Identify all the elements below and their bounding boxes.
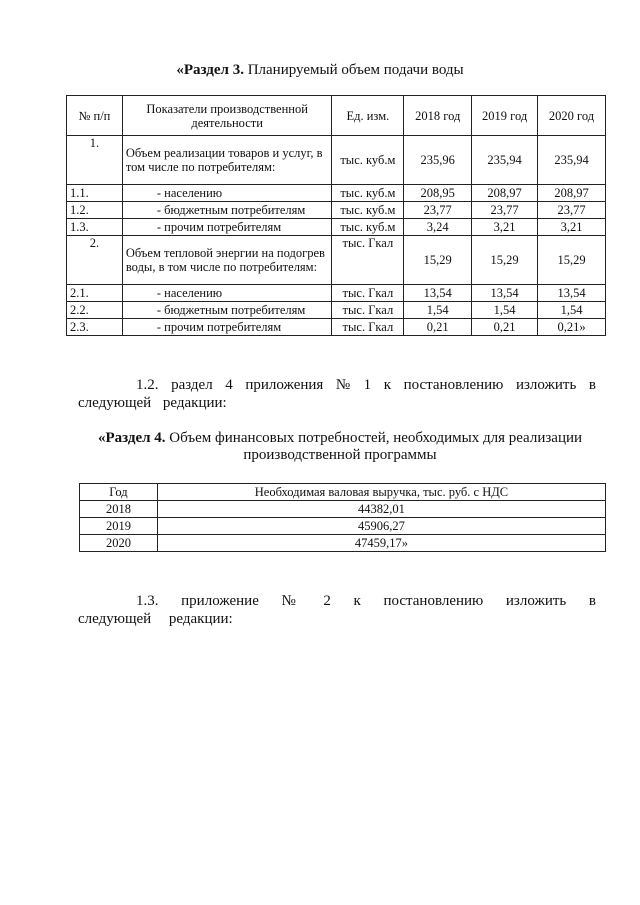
revenue-table — [79, 483, 606, 552]
table-row — [80, 501, 606, 518]
row-2020: 23,77 — [538, 202, 606, 219]
row-value: 45906,27 — [157, 518, 605, 535]
row-unit: тыс. Гкал — [332, 285, 404, 302]
table-row — [67, 185, 606, 202]
row-2020: 235,94 — [538, 136, 606, 185]
header-revenue: Необходимая валовая выручка, тыс. руб. с НДС — [157, 484, 605, 501]
table-row — [67, 136, 606, 185]
row-2019: 1,54 — [472, 302, 538, 319]
paragraph-1-2: 1.2. раздел 4 приложения № 1 к постановлению изложить в следующей редакции: — [78, 377, 596, 411]
section3-title-rest: Планируемый объем подачи воды — [243, 62, 464, 78]
header-indicator: Показатели производственной деятельности — [122, 96, 332, 136]
row-num: 2.3. — [67, 319, 123, 336]
paragraph-1-3: 1.3. приложение № 2 к постановлению изложить в следующей редакции: — [78, 593, 596, 627]
row-unit: тыс. Гкал — [332, 319, 404, 336]
section4-title-rest: Объем финансовых потребностей, необходимых для реализации производственной программы — [165, 430, 583, 463]
table-row — [67, 285, 606, 302]
row-2020: 208,97 — [538, 185, 606, 202]
header-2018: 2018 год — [404, 96, 472, 136]
row-year: 2018 — [80, 501, 158, 518]
row-name: - населению — [122, 285, 332, 302]
row-name: - прочим потребителям — [122, 219, 332, 236]
water-supply-table — [66, 95, 606, 336]
row-2018: 0,21 — [404, 319, 472, 336]
header-unit: Ед. изм. — [332, 96, 404, 136]
row-year: 2020 — [80, 535, 158, 552]
row-2019: 235,94 — [472, 136, 538, 185]
table-header-row — [80, 484, 606, 501]
row-name: - прочим потребителям — [122, 319, 332, 336]
row-unit: тыс. куб.м — [332, 136, 404, 185]
row-2018: 13,54 — [404, 285, 472, 302]
row-num: 1.1. — [67, 185, 123, 202]
row-value: 44382,01 — [157, 501, 605, 518]
section4-title-bold: «Раздел 4. — [97, 430, 166, 446]
table-row — [67, 219, 606, 236]
row-unit: тыс. куб.м — [332, 202, 404, 219]
row-num: 1.2. — [67, 202, 123, 219]
row-name: Объем тепловой энергии на подогрев воды, в том числе по потребителям: — [122, 236, 332, 285]
row-2020: 3,21 — [538, 219, 606, 236]
table-row — [80, 518, 606, 535]
table-row — [80, 535, 606, 552]
row-value: 47459,17» — [157, 535, 605, 552]
section3-title-bold: «Раздел 3. — [176, 62, 244, 78]
header-year: Год — [80, 484, 158, 501]
row-2018: 3,24 — [404, 219, 472, 236]
section4-title — [90, 430, 590, 464]
row-num: 2.1. — [67, 285, 123, 302]
row-unit: тыс. куб.м — [332, 185, 404, 202]
row-num: 2.2. — [67, 302, 123, 319]
row-2019: 3,21 — [472, 219, 538, 236]
header-2019: 2019 год — [472, 96, 538, 136]
row-2020: 13,54 — [538, 285, 606, 302]
table-row — [67, 302, 606, 319]
row-2019: 208,97 — [472, 185, 538, 202]
row-2018: 15,29 — [404, 236, 472, 285]
row-2020: 15,29 — [538, 236, 606, 285]
table-row — [67, 319, 606, 336]
table-header-row — [67, 96, 606, 136]
row-num: 1. — [67, 136, 123, 185]
row-num: 1.3. — [67, 219, 123, 236]
row-year: 2019 — [80, 518, 158, 535]
header-2020: 2020 год — [538, 96, 606, 136]
row-unit: тыс. Гкал — [332, 236, 404, 285]
row-name: - бюджетным потребителям — [122, 302, 332, 319]
header-num: № п/п — [67, 96, 123, 136]
row-2018: 235,96 — [404, 136, 472, 185]
row-2020: 0,21» — [538, 319, 606, 336]
row-2019: 0,21 — [472, 319, 538, 336]
row-2020: 1,54 — [538, 302, 606, 319]
row-unit: тыс. куб.м — [332, 219, 404, 236]
table-row — [67, 202, 606, 219]
row-name: Объем реализации товаров и услуг, в том числе по потребителям: — [122, 136, 332, 185]
row-2018: 23,77 — [404, 202, 472, 219]
row-2019: 13,54 — [472, 285, 538, 302]
row-2019: 23,77 — [472, 202, 538, 219]
row-name: - населению — [122, 185, 332, 202]
row-name: - бюджетным потребителям — [122, 202, 332, 219]
row-num: 2. — [67, 236, 123, 285]
row-unit: тыс. Гкал — [332, 302, 404, 319]
row-2018: 1,54 — [404, 302, 472, 319]
row-2018: 208,95 — [404, 185, 472, 202]
table-row — [67, 236, 606, 285]
section3-title — [0, 62, 640, 79]
row-2019: 15,29 — [472, 236, 538, 285]
